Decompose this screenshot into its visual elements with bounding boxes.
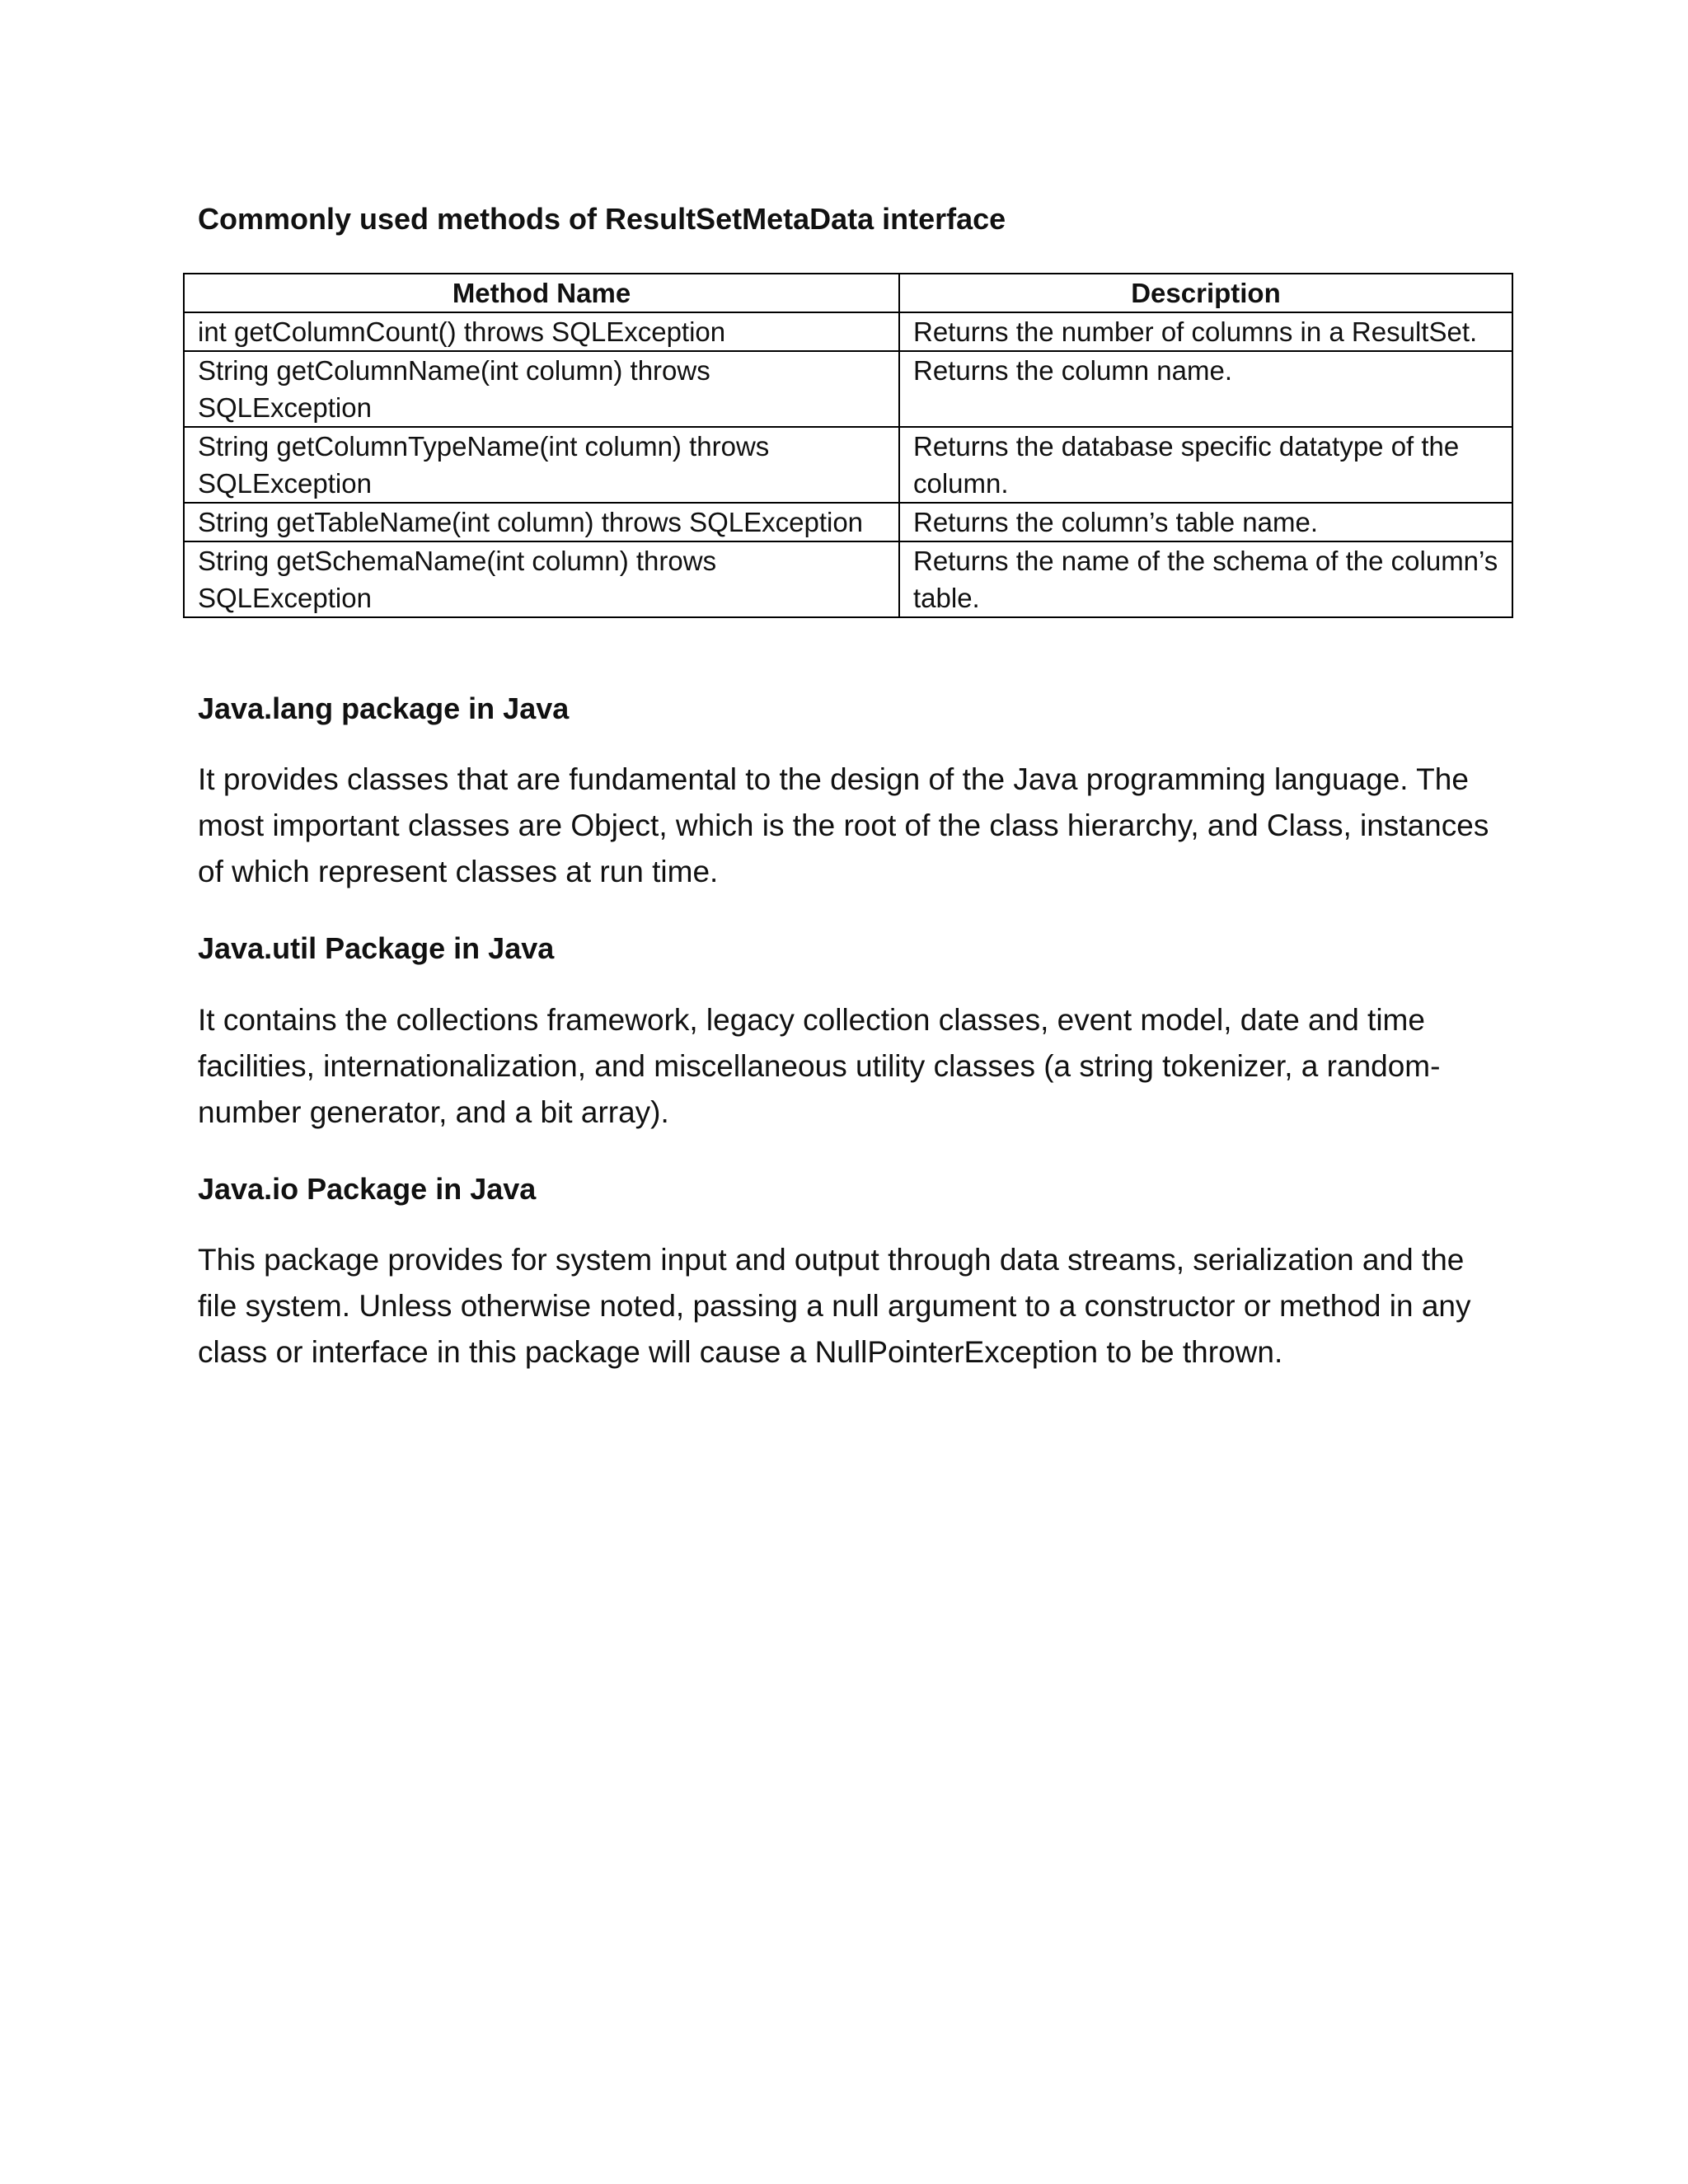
- table-row: [184, 503, 1512, 541]
- description-cell: Returns the column’s table name.: [899, 503, 1512, 541]
- section-title: Commonly used methods of ResultSetMetaData interface: [198, 202, 1006, 236]
- java-lang-paragraph: It provides classes that are fundamental to the design of the Java programming language. The most important classes are Object, which is the root of the class hierarchy, and Class, instances of which represent classes at run time.: [198, 762, 1489, 888]
- description-cell: Returns the database specific datatype of the column.: [899, 427, 1512, 503]
- methods-table: [183, 273, 1513, 618]
- column-header-method-name: Method Name: [184, 274, 899, 312]
- method-name-cell: String getColumnName(int column) throws SQLException: [184, 351, 899, 427]
- java-io-paragraph: This package provides for system input and output through data streams, serialization and the file system. Unless otherwise noted, passing a null argument to a constructor or method in any class or interface in this package will cause a NullPointerException to be thrown.: [198, 1243, 1471, 1369]
- method-name-cell: String getColumnTypeName(int column) throws SQLException: [184, 427, 899, 503]
- java-util-paragraph: It contains the collections framework, legacy collection classes, event model, date and time facilities, internationalization, and miscellaneous utility classes (a string tokenizer, a random-number generator, and a bit array).: [198, 1003, 1441, 1129]
- description-cell: Returns the column name.: [899, 351, 1512, 427]
- description-cell: Returns the name of the schema of the column’s table.: [899, 541, 1512, 617]
- java-lang-heading: Java.lang package in Java: [198, 691, 570, 725]
- column-header-description: Description: [899, 274, 1512, 312]
- method-name-cell: String getSchemaName(int column) throws SQLException: [184, 541, 899, 617]
- method-name-cell: int getColumnCount() throws SQLException: [184, 312, 899, 351]
- table-header-row: [184, 274, 1512, 312]
- table-row: [184, 427, 1512, 503]
- table-row: [184, 541, 1512, 617]
- table-row: [184, 312, 1512, 351]
- method-name-cell: String getTableName(int column) throws SQLException: [184, 503, 899, 541]
- java-io-heading: Java.io Package in Java: [198, 1172, 537, 1206]
- description-cell: Returns the number of columns in a ResultSet.: [899, 312, 1512, 351]
- table-row: [184, 351, 1512, 427]
- java-util-heading: Java.util Package in Java: [198, 931, 555, 965]
